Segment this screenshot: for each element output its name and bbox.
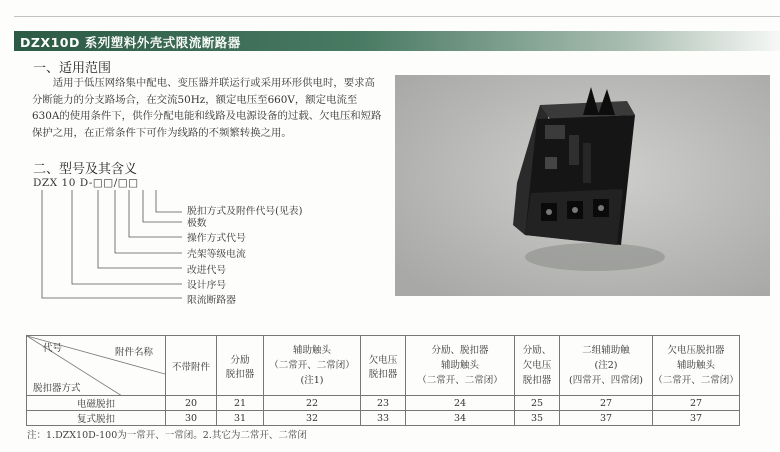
table-cell: 35 bbox=[515, 411, 560, 426]
corner-trip-label: 脱扣器方式 bbox=[33, 383, 81, 394]
legend-item: 设计序号 bbox=[187, 280, 227, 291]
table-cell: 23 bbox=[361, 396, 406, 411]
table-row bbox=[27, 396, 740, 411]
column-header: 二组辅助触 (注2) (四常开、四常闭) bbox=[560, 336, 653, 396]
column-header: 分励、脱扣器 辅助触头 （二常开、二常闭） bbox=[406, 336, 515, 396]
top-rule bbox=[14, 16, 780, 17]
table-cell: 37 bbox=[653, 411, 740, 426]
column-header: 辅助触头 （二常开、二常闭） (注1) bbox=[264, 336, 361, 396]
legend-item: 限流断路器 bbox=[187, 295, 236, 306]
section1-heading: 一、适用范围 bbox=[33, 61, 112, 76]
table-cell: 20 bbox=[166, 396, 217, 411]
banner-title: DZX10D 系列塑料外壳式限流断路器 bbox=[20, 35, 241, 50]
model-code: DZX 10 D-□□/□□ bbox=[33, 177, 139, 189]
row-label: 复式脱扣 bbox=[27, 411, 166, 426]
table-cell: 21 bbox=[217, 396, 264, 411]
table-cell: 22 bbox=[264, 396, 361, 411]
title-banner bbox=[14, 31, 780, 51]
column-header: 欠电压脱扣器 辅助触头 （二常开、二常闭） bbox=[653, 336, 740, 396]
legend-item: 操作方式代号 bbox=[187, 233, 246, 244]
table-cell: 30 bbox=[166, 411, 217, 426]
product-photo bbox=[395, 75, 770, 296]
table-cell: 33 bbox=[361, 411, 406, 426]
legend-item: 极数 bbox=[187, 218, 207, 229]
table-corner-header bbox=[27, 336, 166, 396]
table-cell: 27 bbox=[653, 396, 740, 411]
table-cell: 31 bbox=[217, 411, 264, 426]
table-cell: 27 bbox=[560, 396, 653, 411]
table-cell: 37 bbox=[560, 411, 653, 426]
corner-code-label: 代号 bbox=[43, 343, 63, 354]
column-header: 欠电压 脱扣器 bbox=[361, 336, 406, 396]
table-cell: 32 bbox=[264, 411, 361, 426]
legend-item: 脱扣方式及附件代号(见表) bbox=[187, 206, 303, 217]
column-header: 不带附件 bbox=[166, 336, 217, 396]
column-header: 分励 脱扣器 bbox=[217, 336, 264, 396]
table-row bbox=[27, 411, 740, 426]
circuit-breaker-image bbox=[395, 75, 770, 296]
corner-accessory-label: 附件名称 bbox=[115, 347, 154, 358]
table-footnote: 注：1.DZX10D-100为一常开、一常闭。2.其它为二常开、二常闭 bbox=[27, 430, 307, 441]
legend-item: 改进代号 bbox=[187, 265, 227, 276]
section2-heading: 二、型号及其含义 bbox=[33, 162, 138, 177]
accessory-code-table bbox=[26, 335, 740, 426]
table-cell: 24 bbox=[406, 396, 515, 411]
model-legend-lines bbox=[30, 190, 200, 302]
table-cell: 25 bbox=[515, 396, 560, 411]
application-paragraph: 适用于低压网络集中配电、变压器并联运行或采用环形供电时，要求高分断能力的分支路场合，在交流50Hz，额定电压至660V，额定电流至630A的使用条件下，供作分配电能和线路及电源设备的过载、欠电压和短路保护之用，在正常条件下可作为线路的不频繁转换之用。 bbox=[32, 77, 382, 139]
legend-item: 壳架等级电流 bbox=[187, 249, 246, 260]
row-label: 电磁脱扣 bbox=[27, 396, 166, 411]
table-cell: 34 bbox=[406, 411, 515, 426]
column-header: 分励、 欠电压 脱扣器 bbox=[515, 336, 560, 396]
